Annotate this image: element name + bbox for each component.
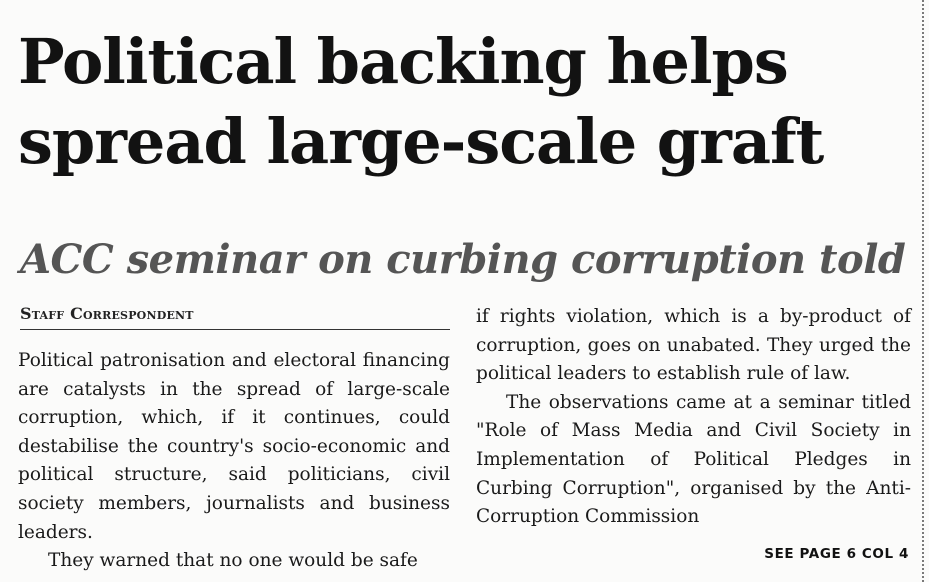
cut-line-divider	[922, 0, 924, 582]
byline: Staff Correspondent	[20, 304, 450, 330]
headline-line-1: Political backing helps	[18, 25, 788, 98]
article-column-2	[476, 303, 911, 532]
paragraph: if rights violation, which is a by-product of corruption, goes on unabated. They urged the political leaders to establish rule of law.	[476, 306, 911, 385]
subheadline: ACC seminar on curbing corruption told	[20, 236, 906, 283]
headline-line-2: spread large-scale graft	[18, 105, 824, 178]
article-column-1	[18, 347, 450, 576]
paragraph: Political patronisation and electoral financing are catalysts in the spread of large-scale corruption, which, if it continues, could destabilise the country's socio-economic and political structure, said politicians, civil society members, journalists and business leaders.	[18, 350, 450, 543]
paragraph: The observations came at a seminar titled "Role of Mass Media and Civil Society in Implementation of Political Pledges in Curbing Corruption", organised by the Anti-Corruption Commission	[476, 391, 911, 528]
headline	[18, 22, 918, 182]
continuation-note: SEE PAGE 6 COL 4	[764, 546, 909, 562]
paragraph: They warned that no one would be safe	[48, 550, 418, 572]
